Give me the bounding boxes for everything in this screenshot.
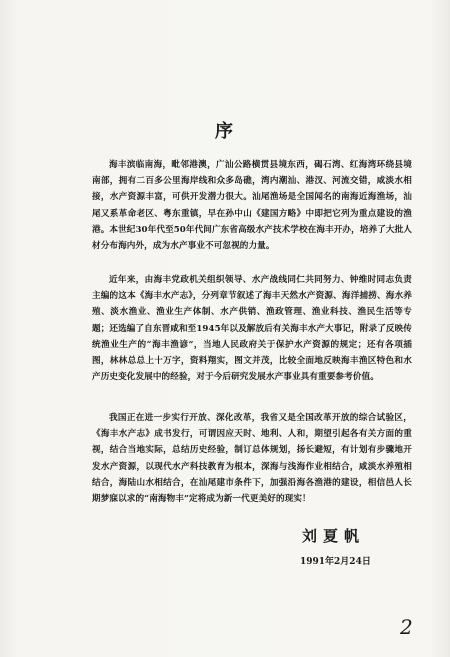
page-number: 2	[400, 615, 413, 639]
signature-date: 1991年2月24日	[300, 557, 371, 567]
author-signature: 刘夏帆	[302, 527, 366, 545]
paragraph-3: 我国正在进一步实行开放、深化改革，我省又是全国改革开放的综合试验区，《海丰水产志》成书发行，可谓因应天时、地利、人和，期望引起各有关方面的重视，结合当地实际，总结历史经验，制订总体规划，扬长避短，有计划有步骤地开发水产资源，以现代水产科技教育为根本，深海与浅海作业相结合，咸淡水养殖相结合，海陆山水相结合，在汕尾建市条件下，加强沿海各渔港的建设，相信邑人长期梦寐以求的“南海物丰”定将成为新一代更美好的现实！	[92, 413, 412, 505]
paragraph-1: 海丰滨临南海，毗邻港澳，广汕公路横贯县境东西，碣石湾、红海湾环绕县境南部，拥有二百多公里海岸线和众多岛礁，湾内潮汕、港汊、河流交错，咸淡水相接，水产资源丰富，可供开发潜力很大。汕尾渔场是全国闻名的南海近海渔场，汕尾又系革命老区、粤东重镇，早在孙中山《建国方略》中即把它列为重点建设的渔港。本世纪30年代至50年代间广东省高级水产技术学校在海丰开办，培养了大批人材分布海内外，成为水产事业不可忽视的力量。	[92, 160, 412, 252]
preface-title: 序	[215, 121, 235, 142]
paragraph-2: 近年来，由海丰党政机关组织领导、水产战线同仁共同努力、钟维时同志负责主编的这本《海丰水产志》，分列章节叙述了海丰天然水产资源、海洋捕捞、海水养殖、淡水渔业、渔业生产体制、水产供销、渔政管理、渔业科技、渔民生活等专题；还选编了自东晋咸和至1945年以及解放后有关海丰水产大事记，附录了反映传统渔业生产的“海丰渔谚”，当地人民政府关于保护水产资源的规定；还有各项插图，林林总总上十万字，资料翔实，图文并茂，比较全面地反映海丰渔区特色和水产历史变化发展中的经验，对于今后研究发展水产事业具有重要参考价值。	[92, 275, 412, 383]
